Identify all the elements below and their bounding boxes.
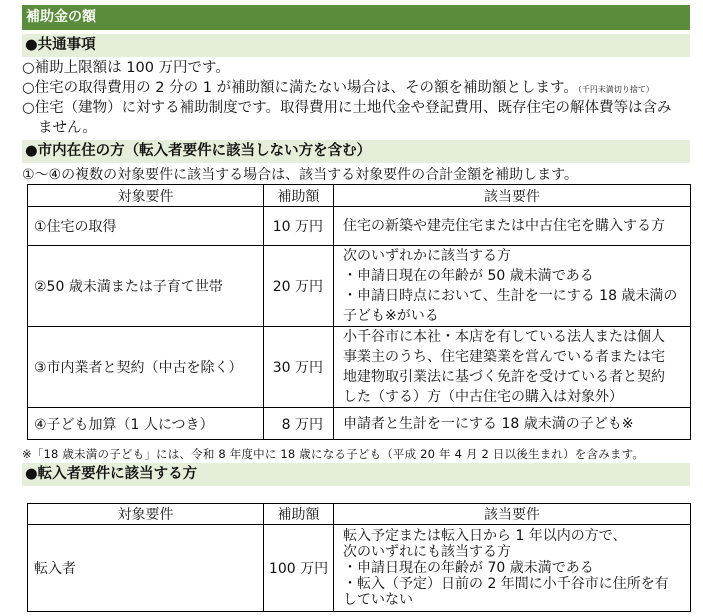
amount-cell: 100 万円 <box>264 525 334 612</box>
conditions-cell <box>334 408 691 440</box>
condition-line: 地建物取引業法に基づく免許を受けている者と契約 <box>343 369 665 385</box>
table-row <box>28 246 691 327</box>
section-heading-newcomer: ●転入者要件に該当する方 <box>22 463 690 486</box>
condition-line: ・申請日現在の年齢が 50 歳未満である <box>343 268 594 284</box>
page-title: 補助金の額 <box>22 5 690 30</box>
table-row <box>28 525 691 612</box>
table-row <box>28 408 691 440</box>
section-heading-resident: ●市内在住の方（転入者要件に該当しない方を含む） <box>22 140 690 163</box>
requirement-cell: ①住宅の取得 <box>28 207 264 246</box>
condition-line: 次のいずれかに該当する方 <box>343 248 511 264</box>
header-conditions: 該当要件 <box>334 185 691 207</box>
condition-line: した（する）方（中古住宅の購入は対象外） <box>343 389 623 405</box>
condition-line: ・申請日時点において、生計を一にする 18 歳未満の <box>343 288 678 304</box>
common-item-building-line-2: ません。 <box>38 119 97 136</box>
child-age-footnote: ※「18 歳未満の子ども」には、令和 8 年度中に 18 歳になる子ども（平成 20 年 4 月 2 日以後生まれ）を含みます。 <box>22 447 645 461</box>
condition-line: 申請者と生計を一にする 18 歳未満の子ども※ <box>343 415 634 432</box>
condition-line: ・申請日現在の年齢が 70 歳未満である <box>343 560 594 576</box>
section-heading-common: ●共通事項 <box>22 34 690 57</box>
table-header-row <box>28 504 691 525</box>
table-row <box>28 327 691 408</box>
amount-cell: 20 万円 <box>264 246 334 327</box>
requirement-cell: ②50 歳未満または子育て世帯 <box>28 246 264 327</box>
requirement-cell: ③市内業者と契約（中古を除く） <box>28 327 264 408</box>
amount-cell: 10 万円 <box>264 207 334 246</box>
amount-cell: 8 万円 <box>264 408 334 440</box>
condition-line: ・転入（予定）日前の 2 年間に小千谷市に住所を有 <box>343 576 669 592</box>
resident-intro: ①～④の複数の対象要件に該当する場合は、該当する対象要件の合計金額を補助します。 <box>22 167 578 183</box>
resident-subsidy-table <box>27 184 691 440</box>
table-row <box>28 207 691 246</box>
header-amount: 補助額 <box>264 185 334 207</box>
common-item-limit: ○補助上限額は 100 万円です。 <box>22 60 230 76</box>
condition-line: 住宅の新築や建売住宅または中古住宅を購入する方 <box>343 218 665 234</box>
conditions-cell <box>334 246 691 327</box>
condition-line: していない <box>343 592 413 608</box>
common-items-list <box>22 59 690 138</box>
requirement-cell: 転入者 <box>28 525 264 612</box>
requirement-cell: ④子ども加算（1 人につき） <box>28 408 264 440</box>
condition-line: 事業主のうち、住宅建築業を営んでいる者または宅 <box>343 349 665 365</box>
condition-line: 子ども※がいる <box>343 308 439 324</box>
condition-line: 転入予定または転入日から 1 年以内の方で、 <box>343 528 627 544</box>
common-item-building-line-1: ○住宅（建物）に対する補助制度です。取得費用に土地代金や登記費用、既存住宅の解体費等は含み <box>22 100 672 116</box>
amount-cell: 30 万円 <box>264 327 334 408</box>
table-header-row <box>28 185 691 207</box>
conditions-cell <box>334 327 691 408</box>
header-requirement: 対象要件 <box>28 504 264 525</box>
condition-line: 小千谷市に本社・本店を有している法人または個人 <box>343 329 665 345</box>
header-amount: 補助額 <box>264 504 334 525</box>
header-requirement: 対象要件 <box>28 185 264 207</box>
conditions-cell <box>334 525 691 612</box>
rounding-note: （千円未満切り捨て） <box>577 84 654 94</box>
common-item-half-cost-text: ○住宅の取得費用の 2 分の 1 が補助額に満たない場合は、その額を補助額とします。 <box>22 79 578 96</box>
newcomer-subsidy-table <box>27 503 691 612</box>
conditions-cell <box>334 207 691 246</box>
common-item-half-cost <box>22 79 690 100</box>
condition-line: 次のいずれにも該当する方 <box>343 544 511 560</box>
header-conditions: 該当要件 <box>334 504 691 525</box>
